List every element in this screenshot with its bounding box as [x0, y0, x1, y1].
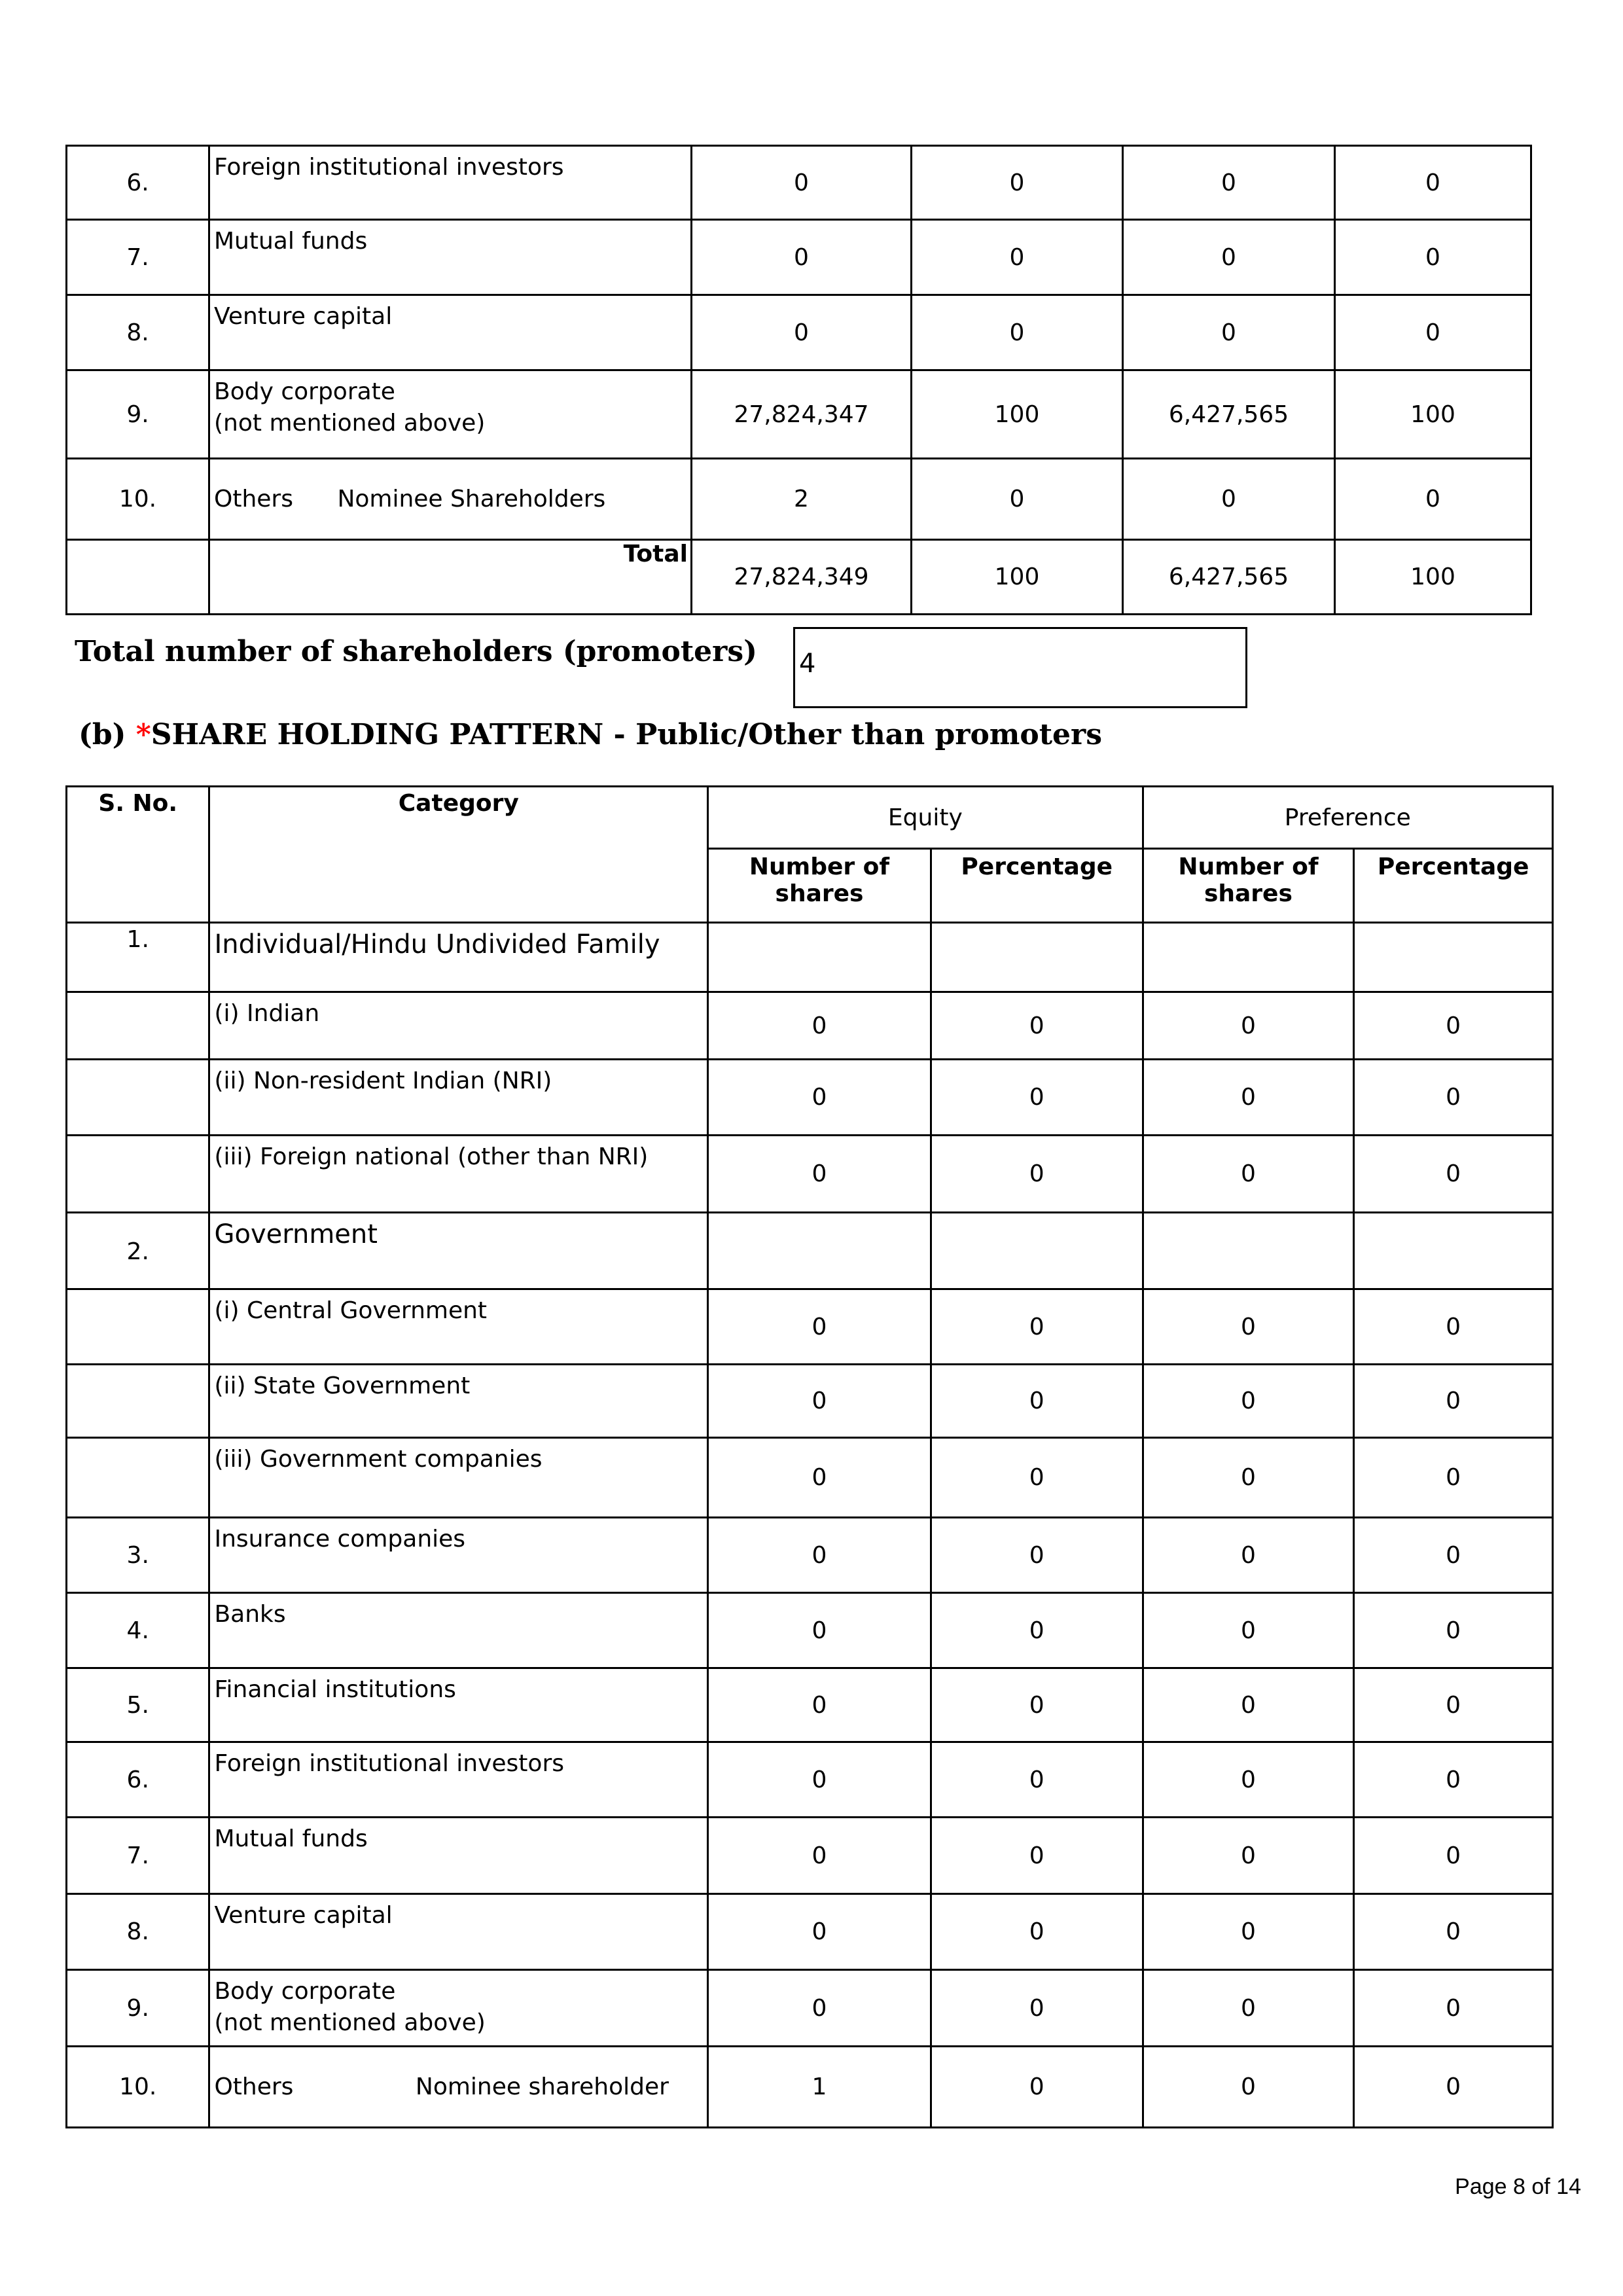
category-cell: (i) Central Government — [209, 1289, 708, 1365]
preference-percentage-cell: 0 — [1354, 1289, 1553, 1365]
preference-percentage-cell: 0 — [1354, 1742, 1553, 1818]
preference-shares-cell: 0 — [1143, 1136, 1354, 1213]
preference-percentage-header: Percentage — [1354, 849, 1553, 923]
category-cell: Venture capital — [209, 1894, 708, 1970]
promoters-table — [65, 145, 1532, 615]
promoters-count-label: Total number of shareholders (promoters) — [75, 635, 757, 668]
sno-cell: 6. — [67, 1742, 209, 1818]
preference-shares-cell: 0 — [1123, 146, 1335, 220]
total-preference-shares: 6,427,565 — [1123, 540, 1335, 615]
preference-percentage-cell: 0 — [1354, 992, 1553, 1060]
preference-percentage-cell: 0 — [1354, 1365, 1553, 1438]
required-asterisk: * — [135, 718, 151, 751]
equity-shares-cell — [708, 1213, 931, 1289]
equity-shares-cell: 0 — [708, 1742, 931, 1818]
total-label: Total — [209, 540, 692, 615]
equity-shares-cell: 0 — [708, 1593, 931, 1668]
preference-shares-cell: 0 — [1143, 1668, 1354, 1742]
preference-percentage-cell: 0 — [1354, 1136, 1553, 1213]
category-cell: (ii) State Government — [209, 1365, 708, 1438]
equity-percentage-cell: 0 — [912, 146, 1123, 220]
preference-percentage-cell: 0 — [1354, 1894, 1553, 1970]
preference-shares-cell: 0 — [1143, 1289, 1354, 1365]
preference-shares-cell: 0 — [1143, 1365, 1354, 1438]
category-cell: Venture capital — [209, 295, 692, 370]
sno-cell: 10. — [67, 2047, 209, 2128]
equity-shares-cell: 0 — [692, 146, 912, 220]
total-equity-shares: 27,824,349 — [692, 540, 912, 615]
sno-cell: 9. — [67, 1970, 209, 2047]
section-prefix: (b) — [79, 718, 136, 751]
table-row — [67, 2047, 1553, 2128]
preference-percentage-cell: 0 — [1354, 1518, 1553, 1593]
category-cell — [209, 2047, 708, 2128]
sno-cell: 8. — [67, 1894, 209, 1970]
preference-shares-cell: 0 — [1143, 1060, 1354, 1136]
equity-shares-cell: 0 — [708, 1289, 931, 1365]
sno-cell: 4. — [67, 1593, 209, 1668]
equity-shares-cell: 0 — [708, 1894, 931, 1970]
equity-shares-cell: 0 — [708, 1136, 931, 1213]
table-row — [67, 459, 1531, 540]
category-header: Category — [209, 787, 708, 923]
category-cell: Financial institutions — [209, 1668, 708, 1742]
sno-cell — [67, 1438, 209, 1518]
equity-shares-cell: 0 — [708, 992, 931, 1060]
equity-shares-cell: 27,824,347 — [692, 370, 912, 459]
category-cell: (i) Indian — [209, 992, 708, 1060]
preference-shares-cell: 6,427,565 — [1123, 370, 1335, 459]
category-cell: (iii) Government companies — [209, 1438, 708, 1518]
preference-percentage-cell: 0 — [1354, 1593, 1553, 1668]
preference-percentage-cell — [1354, 1213, 1553, 1289]
header-row — [67, 787, 1553, 849]
page-number: Page 8 of 14 — [1455, 2174, 1581, 2199]
preference-percentage-cell — [1354, 923, 1553, 992]
sno-cell — [67, 1136, 209, 1213]
sno-cell: 6. — [67, 146, 209, 220]
sno-cell: 1. — [67, 923, 209, 992]
equity-shares-cell: 0 — [692, 295, 912, 370]
category-cell: Banks — [209, 1593, 708, 1668]
equity-percentage-cell: 0 — [931, 1136, 1143, 1213]
equity-shares-cell: 0 — [708, 1818, 931, 1894]
equity-percentage-cell: 0 — [931, 1438, 1143, 1518]
equity-percentage-cell: 0 — [931, 1668, 1143, 1742]
equity-shares-cell: 0 — [708, 1970, 931, 2047]
equity-num-shares-header: Number of shares — [708, 849, 931, 923]
preference-shares-cell: 0 — [1123, 220, 1335, 295]
table-row — [67, 1518, 1553, 1593]
preference-shares-cell: 0 — [1143, 1818, 1354, 1894]
equity-percentage-cell: 0 — [931, 1894, 1143, 1970]
total-equity-percentage: 100 — [912, 540, 1123, 615]
preference-shares-cell: 0 — [1143, 1742, 1354, 1818]
preference-shares-cell: 0 — [1143, 1518, 1354, 1593]
equity-header: Equity — [708, 787, 1143, 849]
equity-percentage-cell: 0 — [931, 992, 1143, 1060]
equity-shares-cell: 2 — [692, 459, 912, 540]
table-row — [67, 1593, 1553, 1668]
table-row — [67, 1213, 1553, 1289]
equity-percentage-header: Percentage — [931, 849, 1143, 923]
sno-cell: 7. — [67, 1818, 209, 1894]
category-line: (not mentioned above) — [214, 410, 486, 437]
equity-percentage-cell: 0 — [931, 1289, 1143, 1365]
preference-percentage-cell: 0 — [1354, 1818, 1553, 1894]
preference-percentage-cell: 0 — [1354, 1668, 1553, 1742]
category-cell: Mutual funds — [209, 220, 692, 295]
preference-shares-cell: 0 — [1143, 2047, 1354, 2128]
category-cell: (ii) Non-resident Indian (NRI) — [209, 1060, 708, 1136]
category-sub: Nominee Shareholders — [337, 486, 606, 512]
sno-cell — [67, 1289, 209, 1365]
sno-cell: 5. — [67, 1668, 209, 1742]
equity-percentage-cell: 0 — [931, 1742, 1143, 1818]
table-row — [67, 1289, 1553, 1365]
sno-header: S. No. — [67, 787, 209, 923]
equity-percentage-cell — [931, 1213, 1143, 1289]
preference-num-shares-header: Number of shares — [1143, 849, 1354, 923]
sno-cell: 7. — [67, 220, 209, 295]
category-line: Body corporate — [214, 1978, 396, 2005]
equity-shares-cell: 1 — [708, 2047, 931, 2128]
equity-percentage-cell: 0 — [931, 1970, 1143, 2047]
equity-shares-cell: 0 — [692, 220, 912, 295]
table-row — [67, 1970, 1553, 2047]
sno-cell — [67, 992, 209, 1060]
preference-header: Preference — [1143, 787, 1552, 849]
preference-shares-cell: 0 — [1123, 459, 1335, 540]
table-row — [67, 992, 1553, 1060]
category-main: Others — [214, 2073, 294, 2100]
equity-shares-cell — [708, 923, 931, 992]
preference-percentage-cell: 0 — [1335, 146, 1531, 220]
category-cell: Foreign institutional investors — [209, 1742, 708, 1818]
table-row — [67, 1438, 1553, 1518]
category-cell: Government — [209, 1213, 708, 1289]
preference-percentage-cell: 100 — [1335, 370, 1531, 459]
category-cell — [209, 1970, 708, 2047]
table-row — [67, 146, 1531, 220]
table-row — [67, 1894, 1553, 1970]
preference-percentage-cell: 0 — [1335, 295, 1531, 370]
preference-percentage-cell: 0 — [1354, 1438, 1553, 1518]
category-cell: (iii) Foreign national (other than NRI) — [209, 1136, 708, 1213]
equity-percentage-cell: 0 — [931, 1365, 1143, 1438]
preference-shares-cell: 0 — [1143, 1894, 1354, 1970]
equity-percentage-cell: 0 — [912, 295, 1123, 370]
section-title-text: SHARE HOLDING PATTERN - Public/Other than promoters — [151, 718, 1102, 751]
sno-cell — [67, 1060, 209, 1136]
category-cell: Foreign institutional investors — [209, 146, 692, 220]
equity-percentage-cell: 0 — [931, 1060, 1143, 1136]
preference-percentage-cell: 0 — [1354, 1060, 1553, 1136]
preference-shares-cell: 0 — [1143, 1593, 1354, 1668]
table-row — [67, 1365, 1553, 1438]
equity-percentage-cell: 100 — [912, 370, 1123, 459]
preference-percentage-cell: 0 — [1354, 2047, 1553, 2128]
preference-shares-cell: 0 — [1123, 295, 1335, 370]
equity-shares-cell: 0 — [708, 1668, 931, 1742]
table-row — [67, 1742, 1553, 1818]
promoters-count-field[interactable]: 4 — [793, 627, 1247, 708]
equity-percentage-cell: 0 — [931, 1518, 1143, 1593]
sno-cell — [67, 1365, 209, 1438]
category-cell — [209, 370, 692, 459]
equity-shares-cell: 0 — [708, 1365, 931, 1438]
sno-cell: 8. — [67, 295, 209, 370]
category-line: (not mentioned above) — [214, 2009, 486, 2036]
preference-shares-cell: 0 — [1143, 1970, 1354, 2047]
table-row — [67, 295, 1531, 370]
category-cell: Insurance companies — [209, 1518, 708, 1593]
equity-percentage-cell: 0 — [931, 1593, 1143, 1668]
category-main: Others — [214, 486, 293, 512]
table-row — [67, 220, 1531, 295]
preference-shares-cell: 0 — [1143, 1438, 1354, 1518]
equity-shares-cell: 0 — [708, 1060, 931, 1136]
equity-percentage-cell: 0 — [931, 1818, 1143, 1894]
table-row — [67, 1060, 1553, 1136]
table-row — [67, 370, 1531, 459]
table-row — [67, 923, 1553, 992]
equity-percentage-cell: 0 — [912, 220, 1123, 295]
preference-percentage-cell: 0 — [1354, 1970, 1553, 2047]
section-b-title — [79, 718, 1102, 751]
equity-shares-cell: 0 — [708, 1438, 931, 1518]
preference-shares-cell — [1143, 923, 1354, 992]
equity-percentage-cell: 0 — [912, 459, 1123, 540]
preference-shares-cell — [1143, 1213, 1354, 1289]
equity-percentage-cell: 0 — [931, 2047, 1143, 2128]
total-row — [67, 540, 1531, 615]
category-line: Body corporate — [214, 378, 395, 405]
total-preference-percentage: 100 — [1335, 540, 1531, 615]
preference-percentage-cell: 0 — [1335, 220, 1531, 295]
table-row — [67, 1668, 1553, 1742]
sno-cell — [67, 540, 209, 615]
sno-cell: 10. — [67, 459, 209, 540]
category-cell — [209, 459, 692, 540]
equity-shares-cell: 0 — [708, 1518, 931, 1593]
table-row — [67, 1818, 1553, 1894]
sno-cell: 3. — [67, 1518, 209, 1593]
sno-cell: 2. — [67, 1213, 209, 1289]
preference-percentage-cell: 0 — [1335, 459, 1531, 540]
table-row — [67, 1136, 1553, 1213]
sno-cell: 9. — [67, 370, 209, 459]
category-cell: Individual/Hindu Undivided Family — [209, 923, 708, 992]
preference-shares-cell: 0 — [1143, 992, 1354, 1060]
public-table — [65, 785, 1554, 2128]
category-cell: Mutual funds — [209, 1818, 708, 1894]
equity-percentage-cell — [931, 923, 1143, 992]
category-sub: Nominee shareholder — [415, 2073, 669, 2100]
